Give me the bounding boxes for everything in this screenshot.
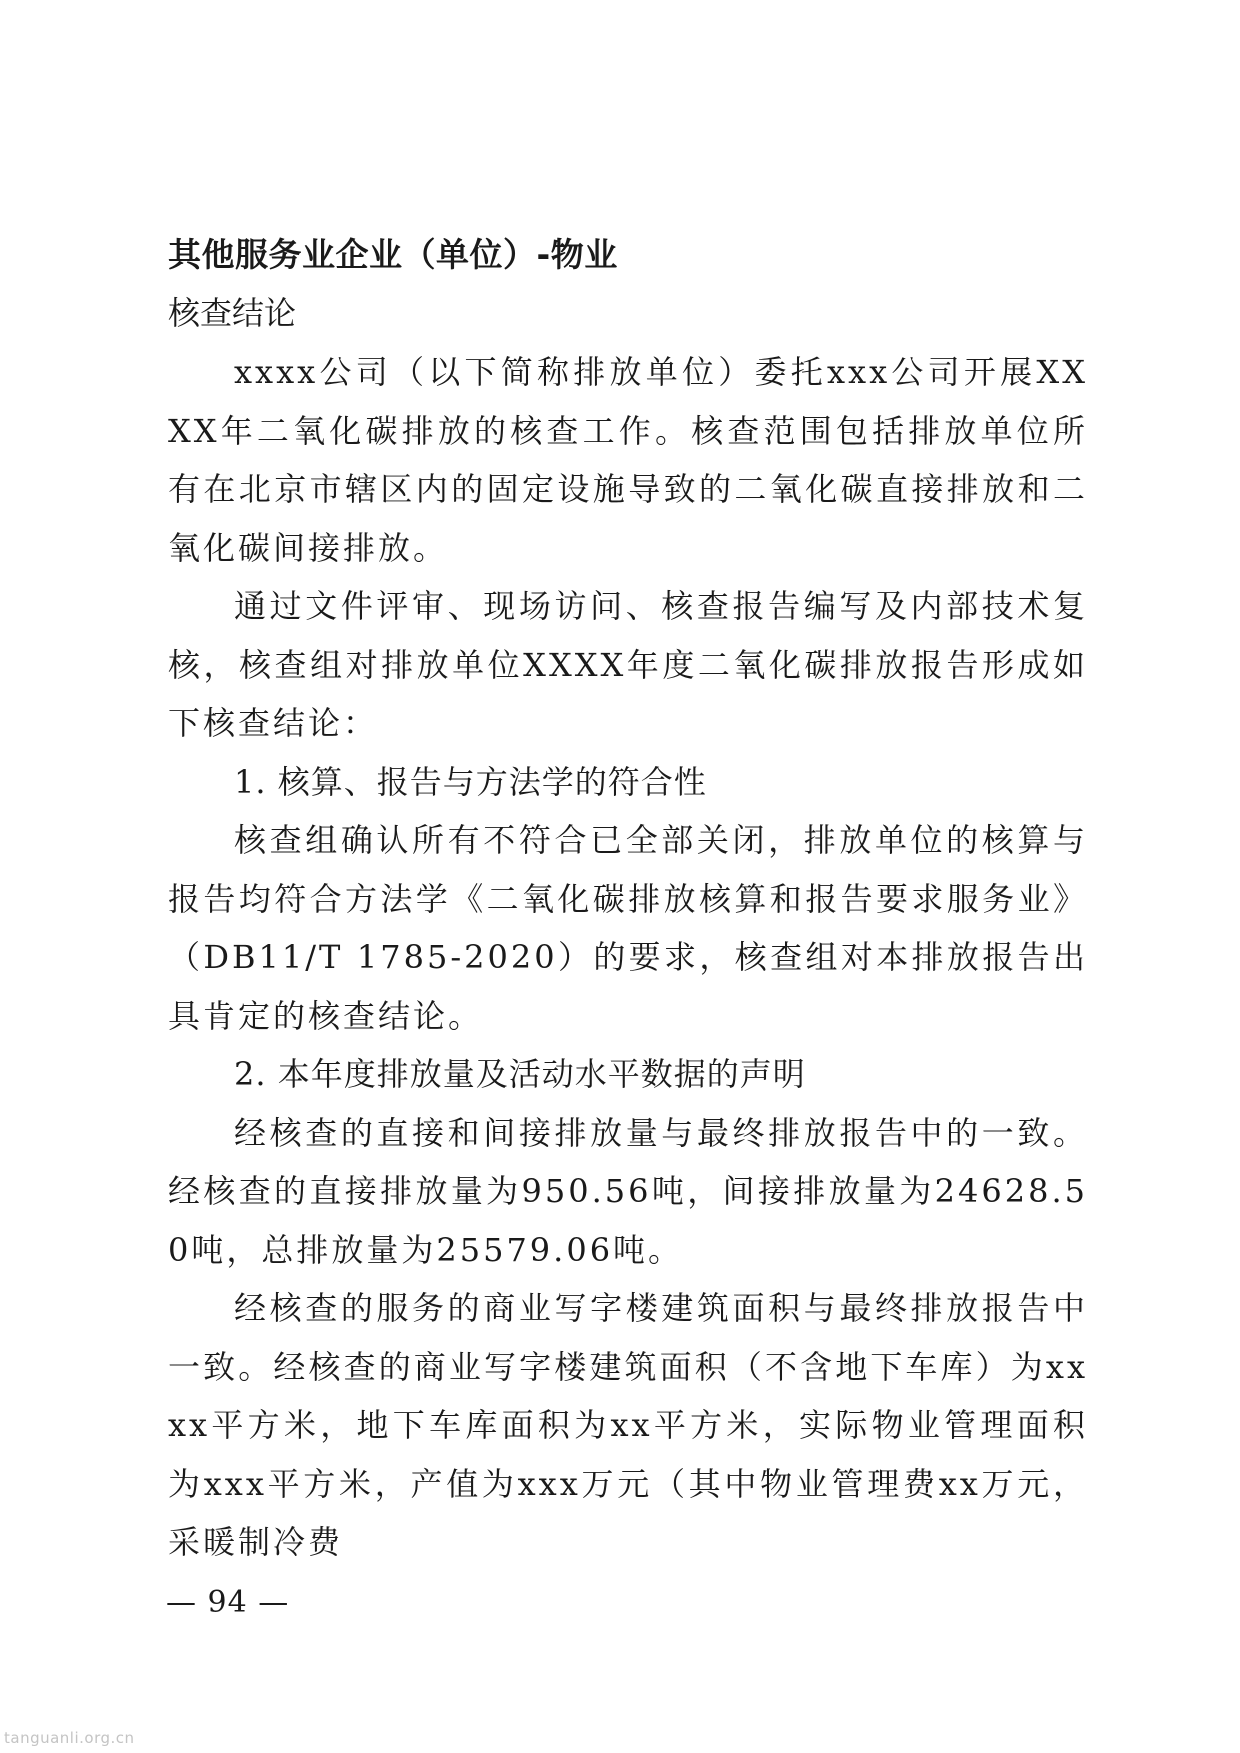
- paragraph-conclusion-intro: 通过文件评审、现场访问、核查报告编写及内部技术复核，核查组对排放单位XXXX年度二氧化碳排放报告形成如下核查结论：: [168, 587, 1088, 742]
- paragraph-floor-area: 经核查的服务的商业写字楼建筑面积与最终排放报告中一致。经核查的商业写字楼建筑面积（不含地下车库）为xxxx平方米，地下车库面积为xx平方米，实际物业管理面积为xxx平方米，产值为xxx万元（其中物业管理费xx万元，采暖制冷费: [168, 1289, 1088, 1561]
- watermark-text: tanguanli.org.cn: [4, 1729, 135, 1747]
- paragraph-scope: xxxx公司（以下简称排放单位）委托xxx公司开展XXXX年二氧化碳排放的核查工作。核查范围包括排放单位所有在北京市辖区内的固定设施导致的二氧化碳直接排放和二氧化碳间接排放。: [168, 353, 1088, 567]
- section-heading: 其他服务业企业（单位）-物业: [168, 235, 618, 274]
- list-item-compliance: 1. 核算、报告与方法学的符合性: [234, 762, 707, 801]
- list-item-emissions-statement: 2. 本年度排放量及活动水平数据的声明: [234, 1055, 806, 1093]
- paragraph-compliance: 核查组确认所有不符合已全部关闭，排放单位的核算与报告均符合方法学《二氧化碳排放核算和报告要求服务业》（DB11/T 1785-2020）的要求，核查组对本排放报告出具肯定的核查结论。: [168, 821, 1088, 1035]
- section-subheading: 核查结论: [168, 294, 297, 332]
- page-number: — 94 —: [166, 1585, 290, 1620]
- document-body: [168, 226, 1088, 1572]
- paragraph-emissions: 经核查的直接和间接排放量与最终排放报告中的一致。经核查的直接排放量为950.56吨，间接排放量为24628.50吨，总排放量为25579.06吨。: [168, 1113, 1088, 1269]
